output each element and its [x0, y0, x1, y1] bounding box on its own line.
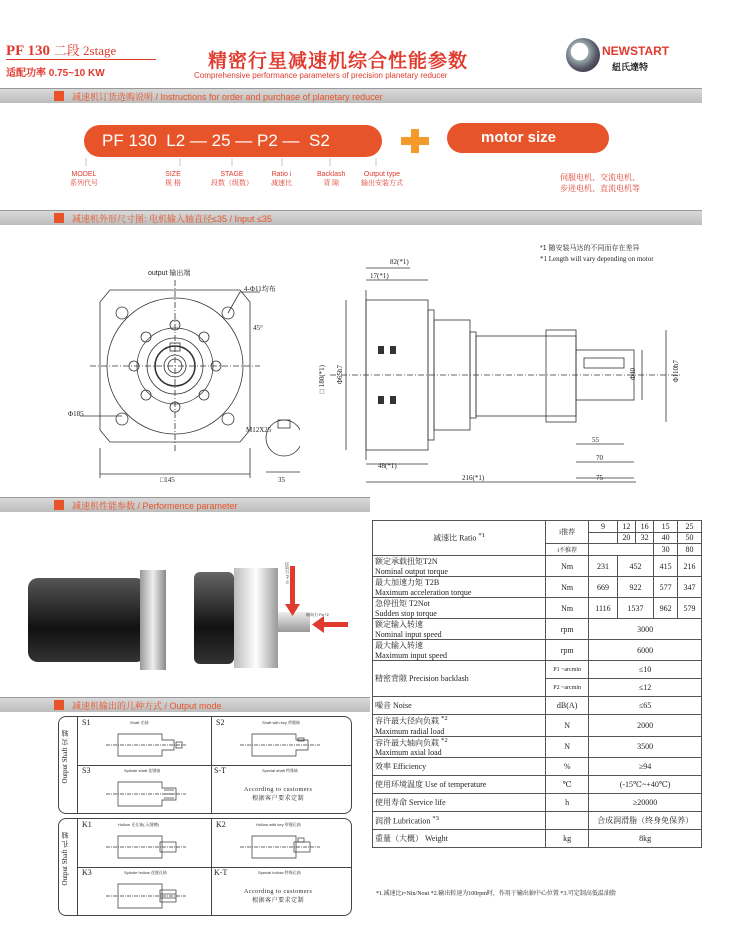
dim-d48: 48(*1) — [378, 462, 397, 470]
row-label-en: Maximum acceleration torque — [375, 588, 472, 597]
shaft-sketches — [76, 716, 350, 916]
row-label-cn: 容许最大径向负载 — [375, 716, 439, 726]
row-value: 1537 — [617, 598, 653, 619]
row-label: 润滑 Lubrication — [375, 816, 431, 826]
brand-name-cn: 紐氏達特 — [612, 62, 649, 72]
row-label-en: Nominal input speed — [375, 630, 442, 639]
backlash-label: 精密背隙 Precision backlash — [373, 661, 546, 697]
row-unit: Nm — [546, 577, 589, 598]
table-footnote: *1.减速比i=Nin/Nout *2.输出转速为100rpm时，作用于输出轴中心位置 *3.可定制高低温油脂 — [376, 891, 616, 897]
row-label: 重量（大概） Weight — [373, 830, 546, 848]
row-label-cn: 容许最大轴向负载 — [375, 738, 439, 748]
inot-label: i不推荐 — [546, 544, 589, 556]
dim-key35: 35 — [278, 476, 285, 484]
ratio-cell: 20 — [617, 532, 635, 544]
row-unit: h — [546, 794, 589, 812]
ratio-cell: 32 — [636, 532, 654, 544]
row-value: ≥20000 — [589, 794, 702, 812]
backlash-p2-value: ≤12 — [589, 679, 702, 697]
row-label-en: Maximum axial load — [375, 748, 442, 758]
row-value: 8kg — [589, 830, 702, 848]
mode-code: K1 — [82, 820, 92, 829]
bar-order-text: 减速机订货选购说明 / Instructions for order and purchase of planetary reducer — [72, 92, 383, 102]
row-value: 347 — [678, 577, 702, 598]
page-title: 精密行星减速机综合性能参数 — [208, 51, 469, 72]
row-unit: kg — [546, 830, 589, 848]
row-value: 3000 — [589, 619, 702, 640]
row-label-cn: 急停扭矩 T2Not — [375, 599, 430, 608]
mode-desc: Splinde shaft 花键轴 — [124, 768, 161, 773]
mode-code: K-T — [214, 868, 228, 877]
row-unit — [546, 812, 589, 830]
backlash-p2: P2 ~arcmin — [546, 679, 589, 697]
row-unit: % — [546, 758, 589, 776]
motor-flange — [140, 570, 166, 670]
label-stage: STAGE 段数（级数） — [211, 171, 253, 187]
table-row — [373, 619, 702, 640]
label-output: Output type 输出安装方式 — [361, 171, 403, 187]
bar-perf-text: 减速机性能参数 / Performence parameter — [72, 501, 238, 511]
backlash-p1-value: ≤10 — [589, 661, 702, 679]
table-row — [373, 556, 702, 577]
dim-d40: Φ40 — [629, 368, 637, 381]
row-value: 415 — [654, 556, 678, 577]
mode-code: S3 — [82, 766, 91, 775]
row-unit: Nm — [546, 556, 589, 577]
row-value: 577 — [654, 577, 678, 598]
dim-angle: 45° — [253, 324, 263, 332]
dim-d110: Φ110h7 — [672, 360, 680, 383]
table-row — [373, 758, 702, 776]
order-code-pill: PF 130 L2 — 25 — P2 — S2 — [84, 125, 382, 157]
table-row: 容许最大轴向负载 $^{*2}$ Maximum axial load N 3500 — [373, 736, 702, 758]
row-unit: Nm — [546, 598, 589, 619]
row-unit: rpm — [546, 640, 589, 661]
ratio-cell: 30 — [654, 544, 678, 556]
row-value: 579 — [678, 598, 702, 619]
row-label: 效率 Efficiency — [373, 758, 546, 776]
row-value: ≥94 — [589, 758, 702, 776]
mode-desc: Shaft 光轴 — [130, 720, 149, 725]
row-value: 922 — [617, 577, 653, 598]
row-value: 合成润滑脂（终身免保养） — [589, 812, 702, 830]
code-model: PF 130 — [102, 131, 157, 150]
stage-label: 二段 2stage — [53, 43, 117, 58]
section-bar-perf — [0, 497, 370, 512]
row-value: 1116 — [589, 598, 618, 619]
ratio-cell: 15 — [654, 521, 678, 533]
table-row — [373, 640, 702, 661]
ratio-cell: 80 — [678, 544, 702, 556]
mode-desc: Splinde hollow 花键孔轴 — [124, 870, 167, 875]
row-value: 669 — [589, 577, 618, 598]
front-view-drawing — [60, 270, 300, 495]
row-value: (-15℃~+40℃) — [589, 776, 702, 794]
output-side-label: output 输出端 — [148, 270, 191, 277]
dim-k55: 55 — [592, 436, 599, 444]
performance-table — [372, 520, 702, 848]
dim-d185: Φ185 — [68, 410, 84, 418]
dim-d17: 17(*1) — [370, 272, 389, 280]
mode-code: S-T — [214, 766, 226, 775]
drawing-note-cn: *1 随安装马达的不同而存在差异 — [540, 245, 640, 252]
table-row — [373, 776, 702, 794]
label-backlash: Backlash 背 隙 — [317, 171, 346, 187]
reducer-body — [194, 572, 234, 664]
label-model: MODEL 系列代号 — [70, 171, 98, 187]
ratio-note: *1 — [478, 532, 486, 540]
table-row: 容许最大径向负载 $^{*2}$ Maximum radial load N 2000 — [373, 715, 702, 737]
power-label: 适配功率 0.75~10 KW — [6, 68, 105, 79]
dim-holes: 4-Φ11均布 — [244, 285, 276, 293]
dim-d65: Φ65h7 — [336, 365, 344, 385]
code-backlash: P2 — [257, 131, 278, 150]
code-output: S2 — [308, 131, 330, 150]
radial-force-label: 径向力 Fr *2 — [285, 562, 290, 584]
bar-dims-text: 减速机外形尺寸图: 电机输入轴直径≤35 / Input ≤35 — [72, 214, 272, 224]
dim-k75: 75 — [596, 474, 603, 482]
row-label: 使用寿命 Service life — [373, 794, 546, 812]
table-row — [373, 521, 702, 533]
label-size: SIZE 规 格 — [165, 171, 181, 187]
row-value: 216 — [678, 556, 702, 577]
table-row — [373, 794, 702, 812]
mode-code: S1 — [82, 718, 91, 727]
table-row — [373, 598, 702, 619]
code-stage: L2 — [166, 131, 186, 150]
row-label-cn: 最大加速力矩 T2B — [375, 578, 440, 587]
row-value: 962 — [654, 598, 678, 619]
dim-sq145: □145 — [160, 476, 175, 484]
side-view-drawing — [320, 250, 720, 490]
bar-square-icon — [54, 500, 64, 510]
istd-label: i推荐 — [546, 521, 589, 544]
mode-code: K3 — [82, 868, 92, 877]
bar-square-icon — [54, 700, 64, 710]
page-subtitle: Comprehensive performance parameters of precision planetary reducer — [194, 71, 448, 80]
motor-types: 伺服电机、交流电机、 步进电机、直流电机等 — [560, 173, 640, 193]
table-row — [373, 697, 702, 715]
mode-desc: Hollow 光孔轴(-无键槽) — [118, 822, 160, 827]
row-value: 3500 — [589, 736, 702, 758]
motor-size-label: motor size — [481, 129, 557, 146]
dim-len216: 216(*1) — [462, 474, 485, 482]
ratio-cell: 9 — [589, 521, 618, 533]
bar-output-text: 减速机输出的几种方式 / Output mode — [72, 701, 222, 711]
dim-k70: 70 — [596, 454, 603, 462]
table-row — [373, 661, 702, 679]
axial-force-label: 轴向力 Fa *2 — [306, 612, 329, 617]
backlash-p1: P1 ~arcmin — [546, 661, 589, 679]
side-label-shaft: Output Shaft 实 轴 — [61, 730, 69, 784]
ratio-cell: 25 — [678, 521, 702, 533]
mode-desc: Shaft with key 带键轴 — [262, 720, 301, 725]
label-ratio: Ratio i 减速比 — [271, 171, 292, 187]
row-unit: N — [546, 736, 589, 758]
dim-thread: M12X25 — [246, 426, 272, 434]
section-bar-output — [0, 697, 370, 712]
row-label-en: Maximum input speed — [375, 651, 447, 660]
motor-body — [28, 578, 146, 662]
row-value: 2000 — [589, 715, 702, 737]
ratio-cell: 12 — [617, 521, 635, 533]
mode-code: S2 — [216, 718, 225, 727]
row-unit: N — [546, 715, 589, 737]
side-label-hollow: Output Shaft 孔 轴 — [61, 832, 69, 886]
row-unit: dB(A) — [546, 697, 589, 715]
custom-hollow-text: According to customers 根据客户要求定制 — [244, 889, 313, 904]
mode-desc: Hollow with key 带键孔轴 — [256, 822, 301, 827]
row-unit: rpm — [546, 619, 589, 640]
dim-sq180: □180(*1) — [318, 365, 326, 396]
row-value: ≤65 — [589, 697, 702, 715]
table-row — [373, 577, 702, 598]
ratio-cell: 40 — [654, 532, 678, 544]
ratio-cell: 50 — [678, 532, 702, 544]
force-arrows — [270, 560, 350, 660]
row-label: 噪音 Noise — [373, 697, 546, 715]
row-value: 6000 — [589, 640, 702, 661]
ratio-label: 减速比 Ratio — [433, 533, 477, 543]
row-unit: ℃ — [546, 776, 589, 794]
row-label-en: Nominal output torque — [375, 567, 448, 576]
dim-d82: 82(*1) — [390, 258, 409, 266]
row-value: 452 — [617, 556, 653, 577]
table-row: 润滑 Lubrication $^{*3}$ 合成润滑脂（终身免保养） — [373, 812, 702, 830]
mode-desc: Special shaft 特殊轴 — [262, 768, 299, 773]
row-label-en: Maximum radial load — [375, 726, 445, 736]
bar-square-icon — [54, 213, 64, 223]
mode-desc: Special hollow 特殊孔轴 — [258, 870, 301, 875]
code-ratio: 25 — [211, 131, 231, 150]
row-label: 使用环境温度 Use of temperature — [373, 776, 546, 794]
row-label-cn: 额定输入转速 — [375, 620, 423, 629]
row-label-cn: 最大输入转速 — [375, 641, 423, 650]
brand-name: NEWSTART — [602, 44, 670, 58]
custom-shaft-text: According to customers 根据客户要求定制 — [244, 787, 313, 802]
mode-code: K2 — [216, 820, 226, 829]
section-bar-dims — [0, 210, 702, 225]
row-label-en: Sudden stop torque — [375, 609, 437, 618]
ratio-cell: 16 — [636, 521, 654, 533]
table-row — [373, 830, 702, 848]
model-code: PF 130 — [6, 43, 51, 59]
row-label-cn: 额定承载扭矩T2N — [375, 557, 438, 566]
row-value: 231 — [589, 556, 618, 577]
drawing-note-en: *1 Length will vary depending on motor — [540, 255, 654, 263]
